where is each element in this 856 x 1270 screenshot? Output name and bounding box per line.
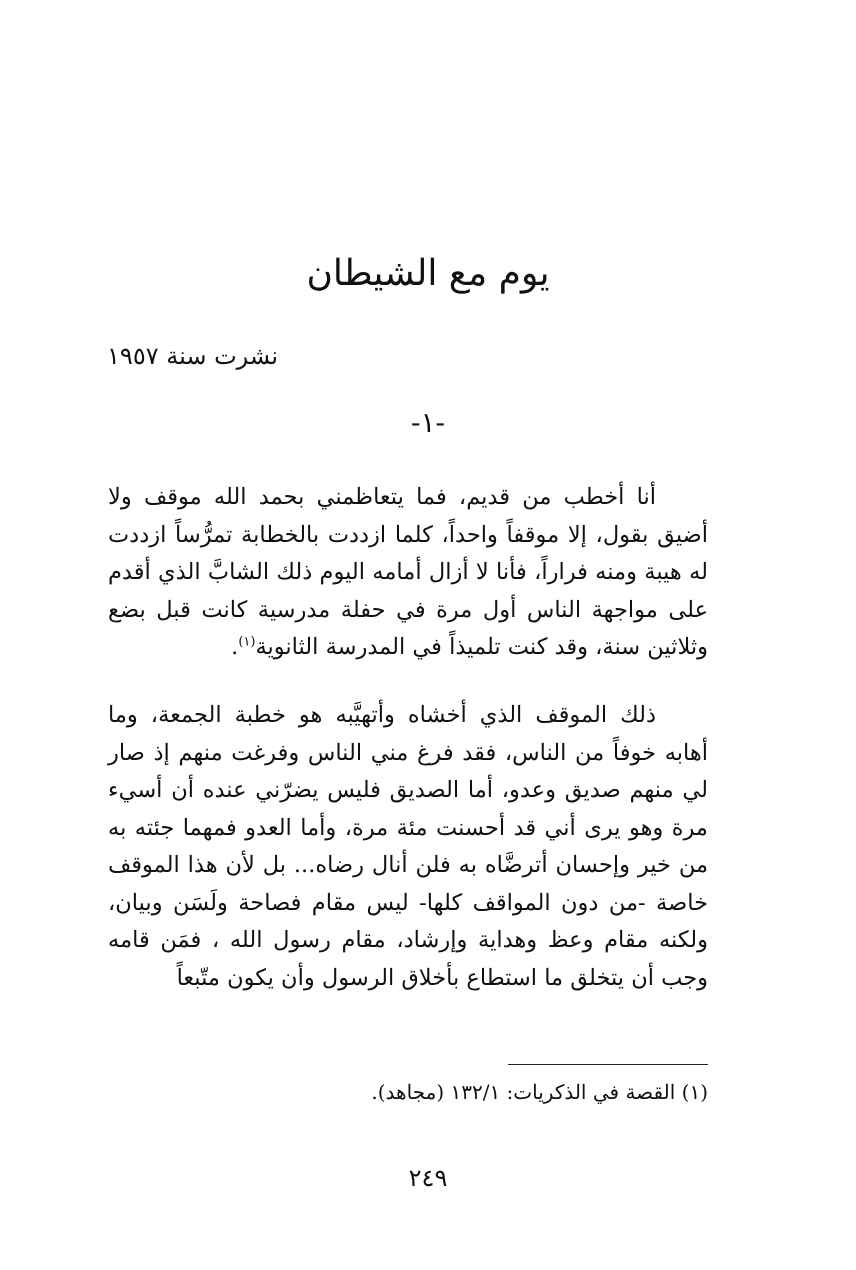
footnote-marker[interactable]: (١) [238,634,256,650]
page-number: ٢٤٩ [408,1164,448,1192]
paragraph-text: ذلك الموقف الذي أخشاه وأتهيَّبه هو خطبة الجمعة، وما أهابه خوفاً من الناس، فقد فرغ مني الناس وفرغت منهم إذ صار لي منهم صديق وعدو، أما الصديق فليس يضرّني عنده أن أسيء مرة وهو يرى أني قد أحسنت مئة مرة، وأما العدو فمهما جئته به من خير وإحسان أترضَّاه به فلن أنال رضاه... بل لأن هذا الموقف خاصة -من دون المواقف كلها- ليس مقام فصاحة ولَسَن وبيان، ولكنه مقام وعظ وهداية وإرشاد، مقام رسول الله ، فمَن قامه وجب أن يتخلق ما استطاع بأخلاق الرسول وأن يكون متّبعاً [108,702,708,991]
body-paragraph-1 [108,479,708,667]
paragraph-end: . [231,634,239,660]
paragraph-text: أنا أخطب من قديم، فما يتعاظمني بحمد الله موقف ولا أضيق بقول، إلا موقفاً واحداً، كلما ازددت بالخطابة تمرُّساً ازددت له هيبة ومنه فراراً، فأنا لا أزال أمامه اليوم ذلك الشابَّ الذي أقدم على مواجهة الناس أول مرة في حفلة مدرسية كانت قبل بضع وثلاثين سنة، وقد كنت تلميذاً في المدرسة الثانوية [108,484,708,660]
footnote-text: (١) القصة في الذكريات: ١٣٢/١ (مجاهد). [371,1080,708,1104]
body-paragraph-2 [108,697,708,997]
chapter-title: يوم مع الشيطان [306,253,550,294]
footnote-divider [508,1064,708,1065]
publication-note: نشرت سنة ١٩٥٧ [107,342,278,370]
section-number: -١- [411,406,445,439]
